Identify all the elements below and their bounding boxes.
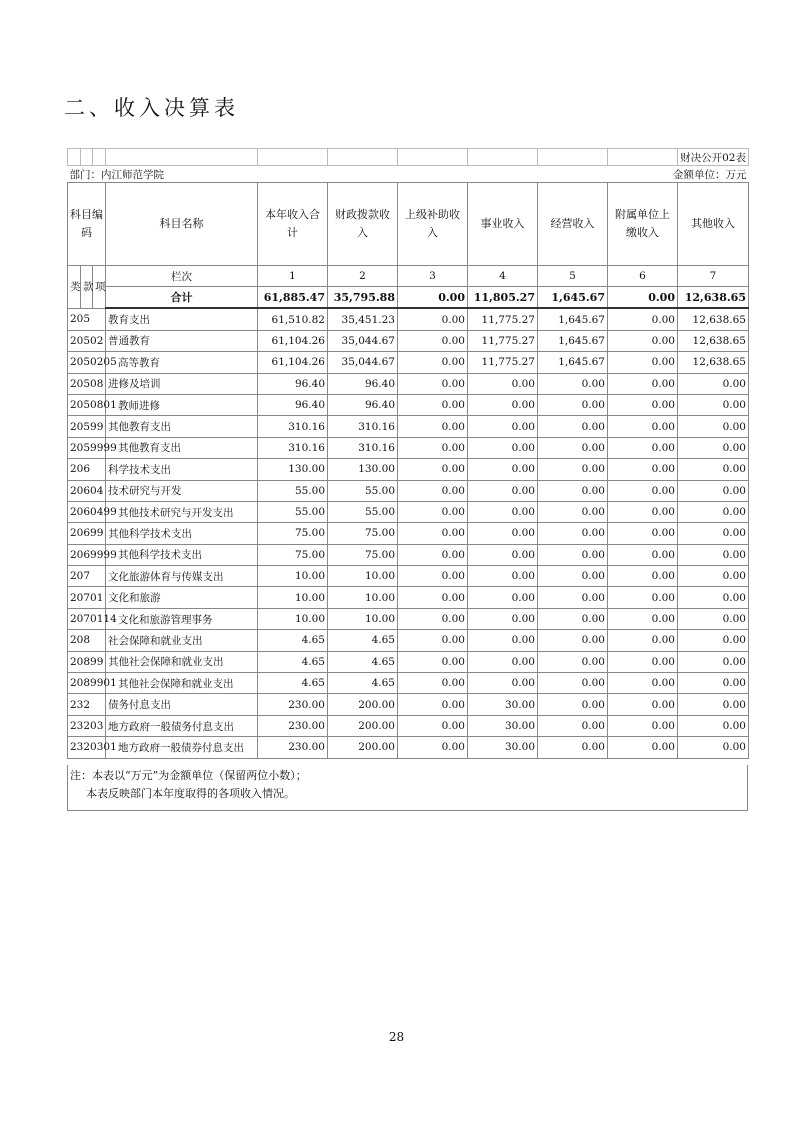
- row-value: 0.00: [538, 673, 608, 694]
- row-value: 310.16: [258, 416, 328, 437]
- table-row: [68, 308, 749, 330]
- header-row: [68, 183, 749, 266]
- department-label: 部门：内江师范学院: [68, 166, 398, 183]
- row-value: 0.00: [538, 501, 608, 522]
- row-value: 0.00: [678, 587, 749, 608]
- row-value: 0.00: [468, 608, 538, 629]
- row-value: 0.00: [398, 501, 468, 522]
- row-code: 20508: [68, 373, 106, 394]
- row-value: 35,044.67: [328, 330, 398, 351]
- row-value: 10.00: [328, 566, 398, 587]
- row-value: 0.00: [468, 673, 538, 694]
- row-value: 230.00: [258, 715, 328, 736]
- row-value: 0.00: [608, 630, 678, 651]
- row-name: 其他科学技术支出: [106, 544, 258, 565]
- row-value: 0.00: [398, 694, 468, 715]
- row-value: 10.00: [258, 587, 328, 608]
- header-kuan: 款: [81, 266, 93, 309]
- row-value: 35,451.23: [328, 308, 398, 330]
- row-name: 科学技术支出: [106, 459, 258, 480]
- row-value: 130.00: [258, 459, 328, 480]
- row-value: 61,104.26: [258, 330, 328, 351]
- row-value: 0.00: [678, 737, 749, 758]
- col-index: 1: [258, 266, 328, 287]
- row-value: 0.00: [538, 737, 608, 758]
- header-c1: 本年收入合计: [258, 183, 328, 266]
- row-value: 0.00: [398, 437, 468, 458]
- row-value: 0.00: [398, 630, 468, 651]
- row-value: 1,645.67: [538, 330, 608, 351]
- row-value: 0.00: [608, 394, 678, 415]
- table-row: [68, 394, 749, 415]
- row-value: 0.00: [538, 544, 608, 565]
- row-value: 0.00: [678, 501, 749, 522]
- row-value: 0.00: [678, 373, 749, 394]
- form-number-row: [68, 149, 749, 166]
- row-code: 207: [68, 566, 106, 587]
- table-row: [68, 737, 749, 758]
- row-value: 0.00: [608, 673, 678, 694]
- table-row: [68, 437, 749, 458]
- row-code: 2050801: [68, 394, 106, 415]
- row-value: 4.65: [328, 651, 398, 672]
- row-value: 0.00: [398, 330, 468, 351]
- row-value: 0.00: [538, 437, 608, 458]
- row-value: 0.00: [538, 394, 608, 415]
- row-value: 11,775.27: [468, 352, 538, 373]
- row-value: 0.00: [398, 566, 468, 587]
- total-label: 合计: [106, 287, 258, 309]
- unit-label: 金额单位：万元: [398, 166, 749, 183]
- row-value: 0.00: [608, 459, 678, 480]
- table-row: [68, 373, 749, 394]
- header-lei: 类: [68, 266, 81, 309]
- row-value: 0.00: [398, 715, 468, 736]
- row-code: 23203: [68, 715, 106, 736]
- income-table: [67, 148, 749, 759]
- header-lanci: 栏次: [106, 266, 258, 287]
- meta-row: [68, 166, 749, 183]
- row-value: 96.40: [258, 394, 328, 415]
- row-value: 12,638.65: [678, 330, 749, 351]
- row-value: 0.00: [468, 544, 538, 565]
- row-value: 55.00: [328, 480, 398, 501]
- row-value: 4.65: [258, 630, 328, 651]
- row-value: 0.00: [468, 437, 538, 458]
- row-name: 文化旅游体育与传媒支出: [106, 566, 258, 587]
- row-value: 0.00: [608, 715, 678, 736]
- row-code: 20699: [68, 523, 106, 544]
- row-value: 0.00: [678, 630, 749, 651]
- table-row: [68, 651, 749, 672]
- row-code: 205: [68, 308, 106, 330]
- row-code: 20599: [68, 416, 106, 437]
- row-value: 0.00: [678, 715, 749, 736]
- row-code: 20604: [68, 480, 106, 501]
- header-c3: 上级补助收入: [398, 183, 468, 266]
- row-code: 2089901: [68, 673, 106, 694]
- header-xiang: 项: [93, 266, 106, 309]
- row-value: 55.00: [258, 501, 328, 522]
- row-value: 200.00: [328, 737, 398, 758]
- total-value: 0.00: [608, 287, 678, 309]
- row-value: 0.00: [608, 694, 678, 715]
- table-row: [68, 352, 749, 373]
- row-name: 其他社会保障和就业支出: [106, 651, 258, 672]
- row-value: 11,775.27: [468, 330, 538, 351]
- row-value: 0.00: [468, 501, 538, 522]
- row-value: 4.65: [258, 673, 328, 694]
- table-row: [68, 459, 749, 480]
- row-name: 教师进修: [106, 394, 258, 415]
- row-value: 96.40: [258, 373, 328, 394]
- row-value: 0.00: [398, 608, 468, 629]
- row-value: 0.00: [608, 566, 678, 587]
- row-value: 0.00: [608, 480, 678, 501]
- row-value: 0.00: [608, 352, 678, 373]
- row-value: 96.40: [328, 394, 398, 415]
- row-value: 96.40: [328, 373, 398, 394]
- form-number: 财决公开02表: [678, 149, 749, 166]
- table-row: [68, 330, 749, 351]
- row-value: 0.00: [678, 437, 749, 458]
- row-value: 0.00: [608, 437, 678, 458]
- table-row: [68, 544, 749, 565]
- row-value: 0.00: [398, 544, 468, 565]
- row-value: 0.00: [608, 501, 678, 522]
- row-code: 2069999: [68, 544, 106, 565]
- total-value: 61,885.47: [258, 287, 328, 309]
- row-value: 0.00: [538, 416, 608, 437]
- row-value: 310.16: [258, 437, 328, 458]
- row-value: 0.00: [678, 544, 749, 565]
- row-value: 0.00: [468, 566, 538, 587]
- row-value: 230.00: [258, 737, 328, 758]
- row-code: 2060499: [68, 501, 106, 522]
- row-code: 2059999: [68, 437, 106, 458]
- row-name: 其他技术研究与开发支出: [106, 501, 258, 522]
- row-value: 4.65: [328, 630, 398, 651]
- row-value: 0.00: [398, 523, 468, 544]
- row-name: 其他教育支出: [106, 437, 258, 458]
- row-value: 10.00: [258, 608, 328, 629]
- row-value: 0.00: [678, 394, 749, 415]
- row-code: 208: [68, 630, 106, 651]
- row-code: 206: [68, 459, 106, 480]
- row-value: 0.00: [538, 459, 608, 480]
- table-row: [68, 501, 749, 522]
- row-value: 11,775.27: [468, 308, 538, 330]
- row-name: 文化和旅游管理事务: [106, 608, 258, 629]
- row-value: 10.00: [258, 566, 328, 587]
- row-value: 0.00: [678, 459, 749, 480]
- total-value: 12,638.65: [678, 287, 749, 309]
- row-value: 0.00: [678, 416, 749, 437]
- row-value: 130.00: [328, 459, 398, 480]
- row-value: 55.00: [328, 501, 398, 522]
- header-name: 科目名称: [106, 183, 258, 266]
- note-line-1: 注：本表以“万元”为金额单位（保留两位小数）；: [70, 769, 307, 782]
- row-value: 0.00: [398, 308, 468, 330]
- row-code: 2050205: [68, 352, 106, 373]
- row-value: 61,510.82: [258, 308, 328, 330]
- row-value: 12,638.65: [678, 352, 749, 373]
- row-value: 0.00: [468, 459, 538, 480]
- row-code: 232: [68, 694, 106, 715]
- row-value: 0.00: [468, 651, 538, 672]
- table-row: [68, 480, 749, 501]
- row-value: 0.00: [608, 737, 678, 758]
- row-value: 75.00: [328, 523, 398, 544]
- row-value: 200.00: [328, 694, 398, 715]
- row-value: 0.00: [608, 330, 678, 351]
- row-value: 0.00: [468, 416, 538, 437]
- note-line-2: 本表反映部门本年度取得的各项收入情况。: [86, 787, 295, 800]
- row-name: 其他社会保障和就业支出: [106, 673, 258, 694]
- row-value: 230.00: [258, 694, 328, 715]
- page-number: 28: [388, 1030, 405, 1044]
- row-value: 12,638.65: [678, 308, 749, 330]
- total-row: [68, 287, 749, 309]
- row-value: 0.00: [678, 523, 749, 544]
- table-notes: [67, 765, 748, 811]
- row-value: 30.00: [468, 694, 538, 715]
- row-value: 0.00: [678, 480, 749, 501]
- row-value: 30.00: [468, 737, 538, 758]
- header-code: 科目编码: [68, 183, 106, 266]
- row-name: 社会保障和就业支出: [106, 630, 258, 651]
- column-index-row: [68, 266, 749, 287]
- row-value: 75.00: [258, 544, 328, 565]
- row-code: 20899: [68, 651, 106, 672]
- row-value: 0.00: [608, 544, 678, 565]
- row-value: 0.00: [608, 373, 678, 394]
- row-value: 0.00: [608, 587, 678, 608]
- row-name: 文化和旅游: [106, 587, 258, 608]
- row-name: 教育支出: [106, 308, 258, 330]
- row-value: 0.00: [678, 651, 749, 672]
- row-value: 1,645.67: [538, 352, 608, 373]
- row-name: 技术研究与开发: [106, 480, 258, 501]
- row-value: 75.00: [328, 544, 398, 565]
- total-value: 0.00: [398, 287, 468, 309]
- row-value: 310.16: [328, 416, 398, 437]
- table-row: [68, 523, 749, 544]
- row-value: 200.00: [328, 715, 398, 736]
- row-value: 0.00: [538, 566, 608, 587]
- table-row: [68, 416, 749, 437]
- col-index: 5: [538, 266, 608, 287]
- row-value: 0.00: [538, 630, 608, 651]
- row-value: 0.00: [678, 694, 749, 715]
- row-code: 20701: [68, 587, 106, 608]
- row-value: 0.00: [678, 566, 749, 587]
- table-row: [68, 566, 749, 587]
- header-c7: 其他收入: [678, 183, 749, 266]
- row-value: 0.00: [398, 480, 468, 501]
- row-value: 0.00: [398, 651, 468, 672]
- row-name: 进修及培训: [106, 373, 258, 394]
- row-value: 0.00: [398, 459, 468, 480]
- row-value: 0.00: [468, 394, 538, 415]
- row-value: 75.00: [258, 523, 328, 544]
- row-value: 35,044.67: [328, 352, 398, 373]
- table-row: [68, 715, 749, 736]
- row-name: 其他科学技术支出: [106, 523, 258, 544]
- row-value: 0.00: [398, 394, 468, 415]
- header-c5: 经营收入: [538, 183, 608, 266]
- header-c6: 附属单位上缴收入: [608, 183, 678, 266]
- row-value: 0.00: [538, 651, 608, 672]
- row-value: 10.00: [328, 608, 398, 629]
- row-value: 0.00: [608, 416, 678, 437]
- total-value: 1,645.67: [538, 287, 608, 309]
- row-value: 0.00: [398, 373, 468, 394]
- header-c2: 财政拨款收入: [328, 183, 398, 266]
- row-code: 20502: [68, 330, 106, 351]
- row-value: 310.16: [328, 437, 398, 458]
- row-value: 4.65: [258, 651, 328, 672]
- total-value: 35,795.88: [328, 287, 398, 309]
- row-name: 地方政府一般债券付息支出: [106, 737, 258, 758]
- row-value: 0.00: [468, 523, 538, 544]
- table-row: [68, 630, 749, 651]
- row-value: 0.00: [398, 587, 468, 608]
- page-title: 二、收入决算表: [64, 96, 239, 120]
- row-value: 0.00: [468, 630, 538, 651]
- col-index: 6: [608, 266, 678, 287]
- row-value: 0.00: [538, 715, 608, 736]
- row-value: 0.00: [538, 694, 608, 715]
- row-value: 0.00: [538, 373, 608, 394]
- col-index: 4: [468, 266, 538, 287]
- table-row: [68, 587, 749, 608]
- row-value: 0.00: [608, 651, 678, 672]
- row-name: 其他教育支出: [106, 416, 258, 437]
- row-value: 0.00: [398, 352, 468, 373]
- row-value: 0.00: [468, 373, 538, 394]
- row-value: 0.00: [398, 673, 468, 694]
- header-c4: 事业收入: [468, 183, 538, 266]
- row-value: 0.00: [398, 416, 468, 437]
- row-value: 61,104.26: [258, 352, 328, 373]
- row-value: 1,645.67: [538, 308, 608, 330]
- col-index: 2: [328, 266, 398, 287]
- row-value: 0.00: [608, 523, 678, 544]
- table-row: [68, 694, 749, 715]
- row-value: 0.00: [468, 480, 538, 501]
- row-name: 债务付息支出: [106, 694, 258, 715]
- row-value: 0.00: [538, 587, 608, 608]
- row-value: 0.00: [608, 308, 678, 330]
- row-value: 55.00: [258, 480, 328, 501]
- row-value: 10.00: [328, 587, 398, 608]
- row-value: 4.65: [328, 673, 398, 694]
- row-code: 2070114: [68, 608, 106, 629]
- table-row: [68, 673, 749, 694]
- row-code: 2320301: [68, 737, 106, 758]
- row-value: 0.00: [538, 480, 608, 501]
- total-value: 11,805.27: [468, 287, 538, 309]
- row-value: 0.00: [538, 523, 608, 544]
- row-value: 0.00: [608, 608, 678, 629]
- row-value: 0.00: [398, 737, 468, 758]
- row-name: 高等教育: [106, 352, 258, 373]
- row-name: 普通教育: [106, 330, 258, 351]
- row-value: 0.00: [678, 673, 749, 694]
- row-value: 30.00: [468, 715, 538, 736]
- row-value: 0.00: [468, 587, 538, 608]
- row-value: 0.00: [678, 608, 749, 629]
- table-row: [68, 608, 749, 629]
- row-value: 0.00: [538, 608, 608, 629]
- row-name: 地方政府一般债务付息支出: [106, 715, 258, 736]
- income-table-container: [67, 148, 748, 759]
- col-index: 7: [678, 266, 749, 287]
- col-index: 3: [398, 266, 468, 287]
